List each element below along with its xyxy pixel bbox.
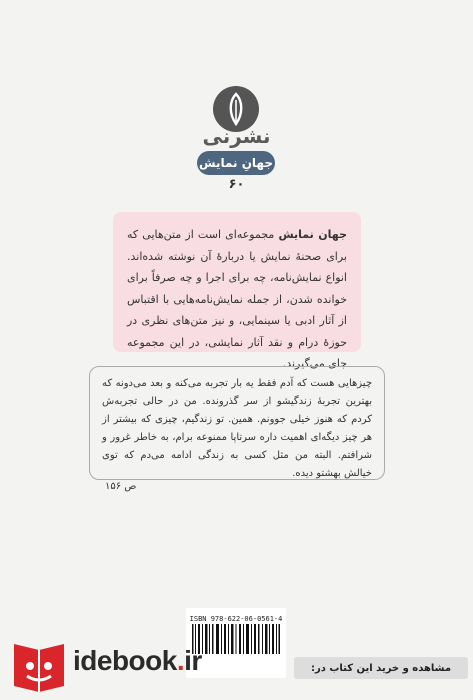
book-store-icon <box>10 636 68 694</box>
barcode-icon <box>192 624 280 654</box>
publisher-name: نشرنی <box>202 124 271 148</box>
series-number: ۶۰ <box>228 177 245 192</box>
series-description-highlight: جهان نمایش <box>278 228 347 241</box>
store-note: مشاهده و خرید این کتاب در: <box>294 657 468 679</box>
store-name: idebook.ir <box>73 645 202 676</box>
series-description-text: مجموعه‌ای است از متن‌هایی که برای صحنهٔ نمایش یا دربارهٔ آن نوشته شده‌اند. انواع نمایش‌نامه، چه برای اجرا و چه صرفاً برای خوانده شدن، از جمله نمایش‌نامه‌هایی با اقتباس از آثار ادبی یا سینمایی، و نیز متن‌های نظری در حوزهٔ درام و نقد آثار نمایشی، در این مجموعه جای می‌گیرند. <box>127 228 347 370</box>
book-quote <box>89 366 385 480</box>
quote-page-reference: ص ۱۵۶ <box>105 481 137 492</box>
series-description <box>113 212 361 370</box>
feather-icon <box>225 92 247 126</box>
isbn-text: ISBN 978-622-06-0561-4 <box>189 615 283 623</box>
series-badge: جهانِ نمایش <box>197 151 275 175</box>
book-quote-text: چیزهایی هست که آدم فقط یه بار تجربه می‌کنه و بعد می‌دونه که بهترین تجربهٔ زندگیشو از سر گذرونده. من در حالی تجربه‌ش کردم که هنوز خیلی جوونم. همین. تو زندگیم، چیزی که بیشتر از هر چیز دیگه‌ای اهمیت داره سرتاپا ممنوعه برام، به خاطر غرور و شرافتم. البته من مثل کسی به زندگی ادامه می‌دم که توی خیالش بهشتو دیده. <box>102 378 372 479</box>
